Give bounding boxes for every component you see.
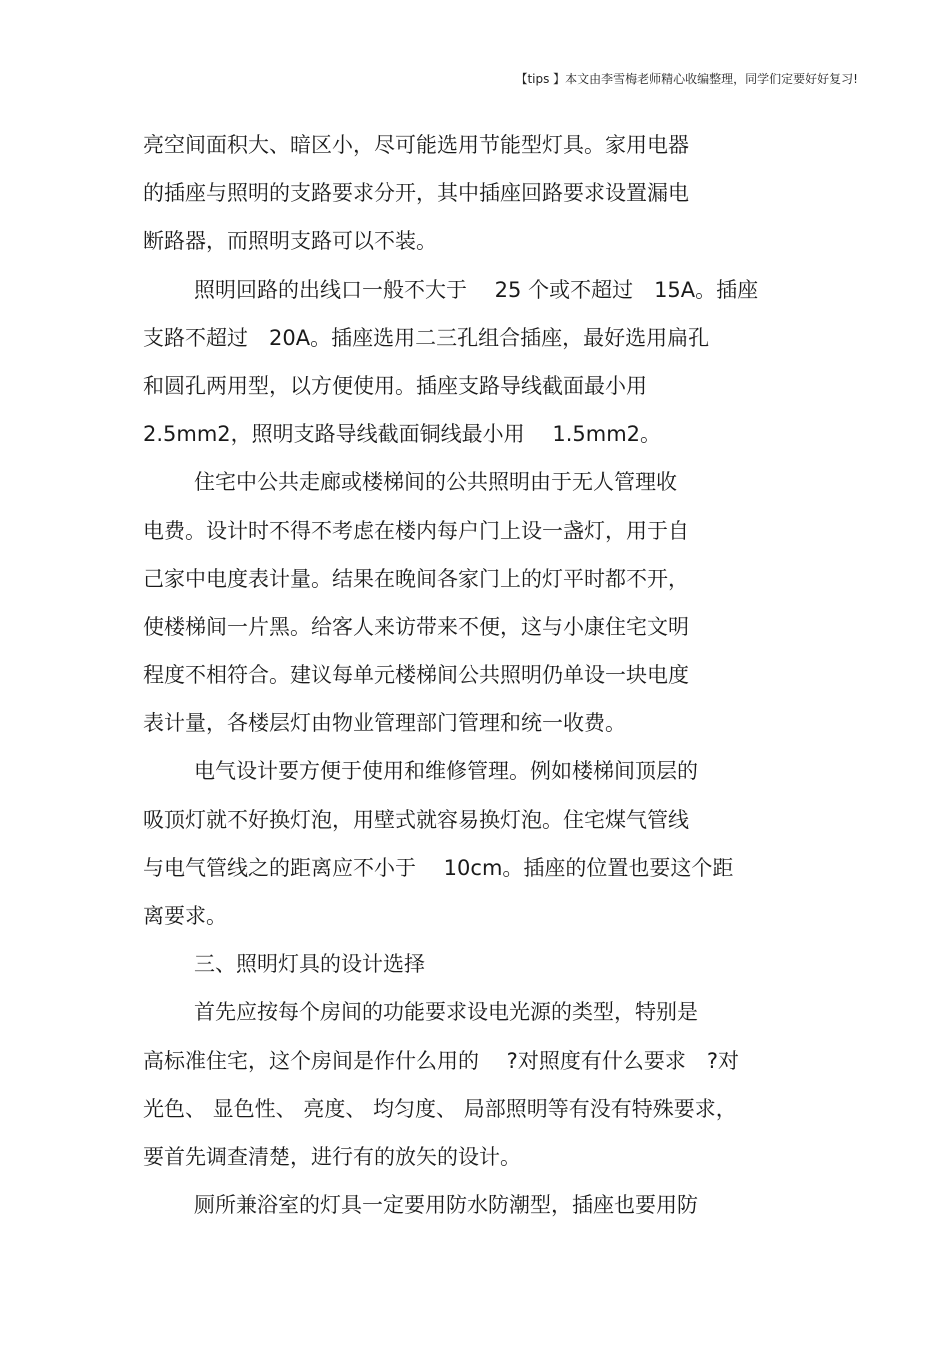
document-body xyxy=(143,127,823,1235)
text-line: 和圆孔两用型，以方便使用。插座支路导线截面最小用 xyxy=(143,373,647,398)
text-line: 吸顶灯就不好换灯泡，用壁式就容易换灯泡。住宅煤气管线 xyxy=(143,807,689,832)
text-line: 照明回路的出线口一般不大于 25 个或不超过 15A。插座 xyxy=(194,277,759,302)
text-line: 光色、 显色性、 亮度、 均匀度、 局部照明等有没有特殊要求， xyxy=(143,1096,737,1121)
text-line: 首先应按每个房间的功能要求设电光源的类型，特别是 xyxy=(194,1000,698,1025)
text-line: 使楼梯间一片黑。给客人来访带来不便，这与小康住宅文明 xyxy=(143,614,689,639)
text-line: 表计量，各楼层灯由物业管理部门管理和统一收费。 xyxy=(143,711,626,736)
text-line: 程度不相符合。建议每单元楼梯间公共照明仍单设一块电度 xyxy=(143,663,689,688)
text-line: 厕所兼浴室的灯具一定要用防水防潮型，插座也要用防 xyxy=(194,1193,698,1218)
header-note: 【tips 】本文由李雪梅老师精心收编整理，同学们定要好好复习! xyxy=(515,72,858,86)
text-line: 与电气管线之的距离应不小于 10cm。插座的位置也要这个距 xyxy=(143,855,734,880)
text-line: 亮空间面积大、暗区小，尽可能选用节能型灯具。家用电器 xyxy=(143,133,689,157)
text-line: 支路不超过 20A。插座选用二三孔组合插座，最好选用扁孔 xyxy=(143,325,710,350)
text-line: 己家中电度表计量。结果在晚间各家门上的灯平时都不开， xyxy=(143,566,689,591)
text-line: 的插座与照明的支路要求分开，其中插座回路要求设置漏电 xyxy=(143,181,689,206)
text-line: 电气设计要方便于使用和维修管理。例如楼梯间顶层的 xyxy=(194,759,698,784)
text-line: 要首先调查清楚，进行有的放矢的设计。 xyxy=(143,1144,521,1169)
text-line: 离要求。 xyxy=(143,904,227,928)
text-line: 住宅中公共走廊或楼梯间的公共照明由于无人管理收 xyxy=(194,470,677,495)
text-line: 2.5mm2，照明支路导线截面铜线最小用 1.5mm2。 xyxy=(143,422,662,447)
section-heading: 三、照明灯具的设计选择 xyxy=(194,952,425,977)
text-line: 高标准住宅，这个房间是作什么用的 ?对照度有什么要求 ?对 xyxy=(143,1048,739,1073)
text-line: 断路器，而照明支路可以不装。 xyxy=(143,229,437,254)
text-line: 电费。设计时不得不考虑在楼内每户门上设一盏灯，用于自 xyxy=(143,518,689,543)
